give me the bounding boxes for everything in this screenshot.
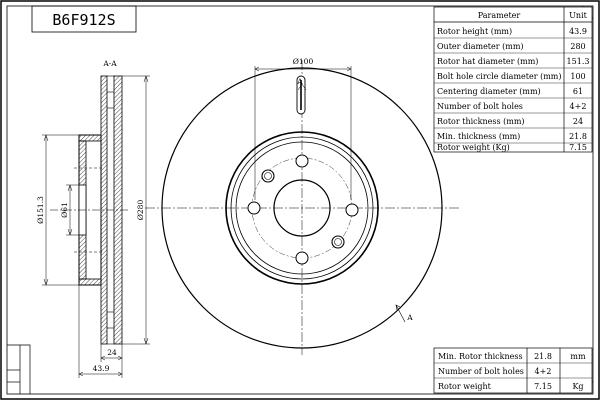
hat-wall-bottom [79, 279, 101, 285]
summary-row-unit: mm [570, 352, 586, 361]
summary-row-value: 21.8 [534, 352, 552, 361]
bolt-circle-label: Ø100 [292, 57, 314, 66]
spec-header-unit: Unit [569, 11, 587, 20]
spec-header-parameter: Parameter [477, 11, 521, 20]
section-arrow-bottom-label: A [407, 313, 413, 322]
spec-row-value: 4+2 [569, 102, 587, 111]
spec-row-label: Rotor hat diameter (mm) [437, 57, 539, 66]
summary-row-unit: Kg [572, 382, 584, 391]
thickness-label: 24 [107, 348, 117, 357]
part-number-title: B6F912S [52, 11, 116, 29]
spec-row-label: Rotor weight (Kg) [437, 143, 510, 152]
spec-row-value: 100 [570, 72, 586, 81]
summary-row-label: Min. Rotor thickness [438, 352, 523, 361]
section-label: A-A [103, 59, 117, 68]
spec-row-label: Outer diameter (mm) [437, 42, 524, 51]
spec-row-value: 151.3 [566, 57, 590, 66]
summary-row-value: 7.15 [534, 382, 552, 391]
spec-row-value: 21.8 [569, 132, 587, 141]
spec-row-label: Number of bolt holes [437, 102, 523, 111]
front-view [145, 57, 460, 355]
center-bore-label: Ø61 [60, 202, 69, 218]
section-arrow-top-label: A [297, 77, 303, 86]
title-block [32, 6, 136, 32]
section-view [36, 59, 150, 378]
spec-row-label: Rotor height (mm) [437, 27, 513, 36]
spec-row-value: 61 [572, 87, 584, 96]
locating-hole-lower-right [332, 236, 344, 248]
spec-row-value: 24 [572, 117, 584, 126]
summary-table [434, 348, 592, 393]
hat-wall-top [79, 135, 101, 141]
spec-row-value: 43.9 [569, 27, 587, 36]
bolt-hole-right [346, 204, 358, 216]
spec-row-label: Min. thickness (mm) [437, 132, 521, 141]
summary-row-value: 4+2 [534, 367, 552, 376]
spec-row-label: Centering diameter (mm) [437, 87, 541, 96]
summary-row-label: Rotor weight [438, 382, 491, 391]
bolt-hole-bottom [296, 252, 308, 264]
bolt-hole-left [248, 202, 260, 214]
summary-row-label: Number of bolt holes [438, 367, 524, 376]
height-label: 43.9 [92, 364, 110, 373]
spec-row-value: 7.15 [569, 143, 587, 152]
spec-row-label: Bolt hole circle diameter (mm) [437, 72, 562, 81]
spec-table [434, 7, 592, 152]
outer-diameter-label: Ø280 [136, 199, 145, 221]
bolt-hole-top [296, 155, 308, 167]
spec-row-value: 280 [570, 42, 586, 51]
locating-hole-upper-left [262, 170, 274, 182]
spec-row-label: Rotor thickness (mm) [437, 117, 525, 126]
hat-diameter-label: Ø151.3 [36, 196, 45, 224]
